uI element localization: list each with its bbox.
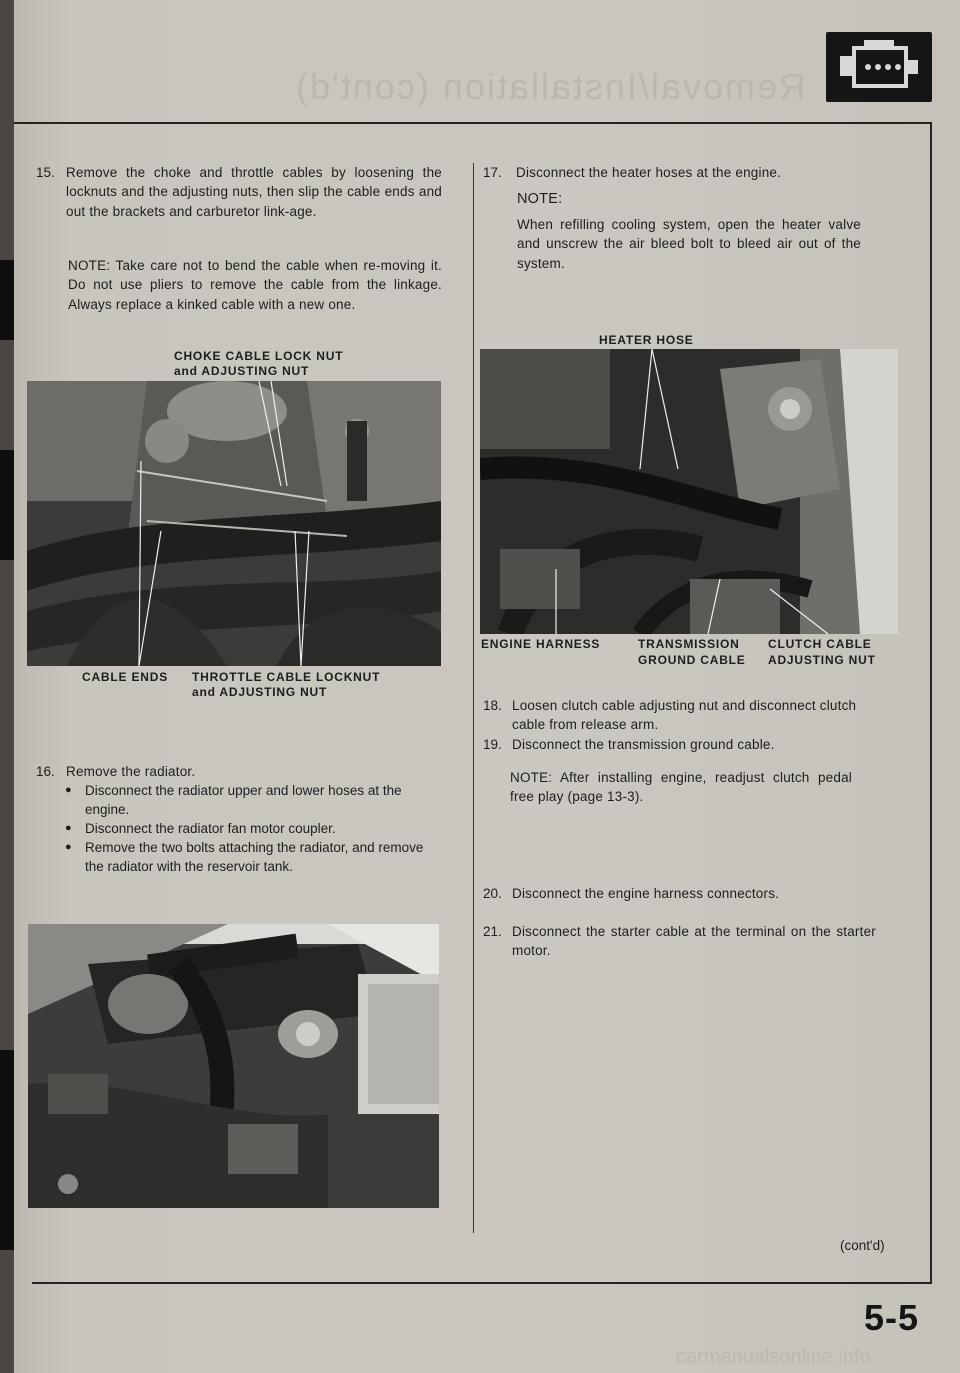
binding-shadow [0,1050,14,1250]
book-binding [0,0,14,1373]
step-15-note: NOTE: Take care not to bend the cable when re-moving it. Do not use pliers to remove the cable from the linkage. Always replace a kinked cable with a new one. [68,258,442,312]
step-16-number: 16. [36,764,55,779]
figure-2-label-transmission-line2: GROUND CABLE [638,653,746,667]
figure-1-label-throttle-line1: THROTTLE CABLE LOCKNUT [192,670,381,684]
step-20-text: Disconnect the engine harness connectors. [512,886,780,901]
step-21-number: 21. [483,924,502,939]
step-15-text: Remove the choke and throttle cables by loosening the locknuts and the adjusting nuts, then slip the cable ends and out the brackets and carburetor link-age. [66,165,442,219]
step-19-number: 19. [483,737,502,752]
figure-2-label-clutch-line1: CLUTCH CABLE [768,637,872,651]
binding-shadow [0,260,14,340]
manual-page [14,0,960,1373]
bullet-item: ● Disconnect the radiator fan motor coupler. [64,819,426,838]
step-17-note: When refilling cooling system, open the heater valve and unscrew the air bleed bolt to bleed air out of the system. [517,217,861,271]
column-divider [473,163,474,1233]
figure-1-label-cable-ends: CABLE ENDS [82,670,169,684]
frame-edge [14,122,34,124]
bullet-item: ● Disconnect the radiator upper and lower hoses at the engine. [64,781,426,819]
continued-label: (cont'd) [840,1238,885,1253]
figure-2-label-transmission-line1: TRANSMISSION [638,637,740,651]
figure-1-label-choke-line1: CHOKE CABLE LOCK NUT [174,349,344,363]
step-15-number: 15. [36,165,55,180]
figure-1-label-choke-line2: and ADJUSTING NUT [174,364,310,378]
figure-2-label-engine-harness: ENGINE HARNESS [481,637,601,651]
radiator-photo [28,924,439,1208]
step-18-number: 18. [483,698,502,713]
bullet-item: ● Remove the two bolts attaching the radiator, and remove the radiator with the reservoir tank. [64,838,426,876]
step-18-text: Loosen clutch cable adjusting nut and disconnect clutch cable from release arm. [512,698,857,733]
figure-2-label-clutch-line2: ADJUSTING NUT [768,653,876,667]
step-19-note: NOTE: After installing engine, readjust clutch pedal free play (page 13-3). [510,770,852,805]
engine-icon [826,32,932,102]
carburetor-photo [27,381,441,666]
step-16-bullets [64,781,426,876]
figure-2-label-heater-hose: HEATER HOSE [599,333,694,347]
step-17-number: 17. [483,165,502,180]
figure-1-label-throttle-line2: and ADJUSTING NUT [192,685,328,699]
watermark: carmanualsonline.info [676,1346,871,1368]
ghost-show-through-title: Removal/Installation (cont'd) [294,66,806,107]
step-16-text: Remove the radiator. [66,764,196,779]
page-number: 5-5 [864,1297,920,1338]
heater-hose-photo [480,349,898,634]
step-21-text: Disconnect the starter cable at the terminal on the starter motor. [512,924,876,959]
step-17-note-title: NOTE: [517,191,563,207]
binding-shadow [0,450,14,560]
step-20-number: 20. [483,886,502,901]
step-17-text: Disconnect the heater hoses at the engine. [516,165,782,180]
step-19-text: Disconnect the transmission ground cable. [512,737,775,752]
